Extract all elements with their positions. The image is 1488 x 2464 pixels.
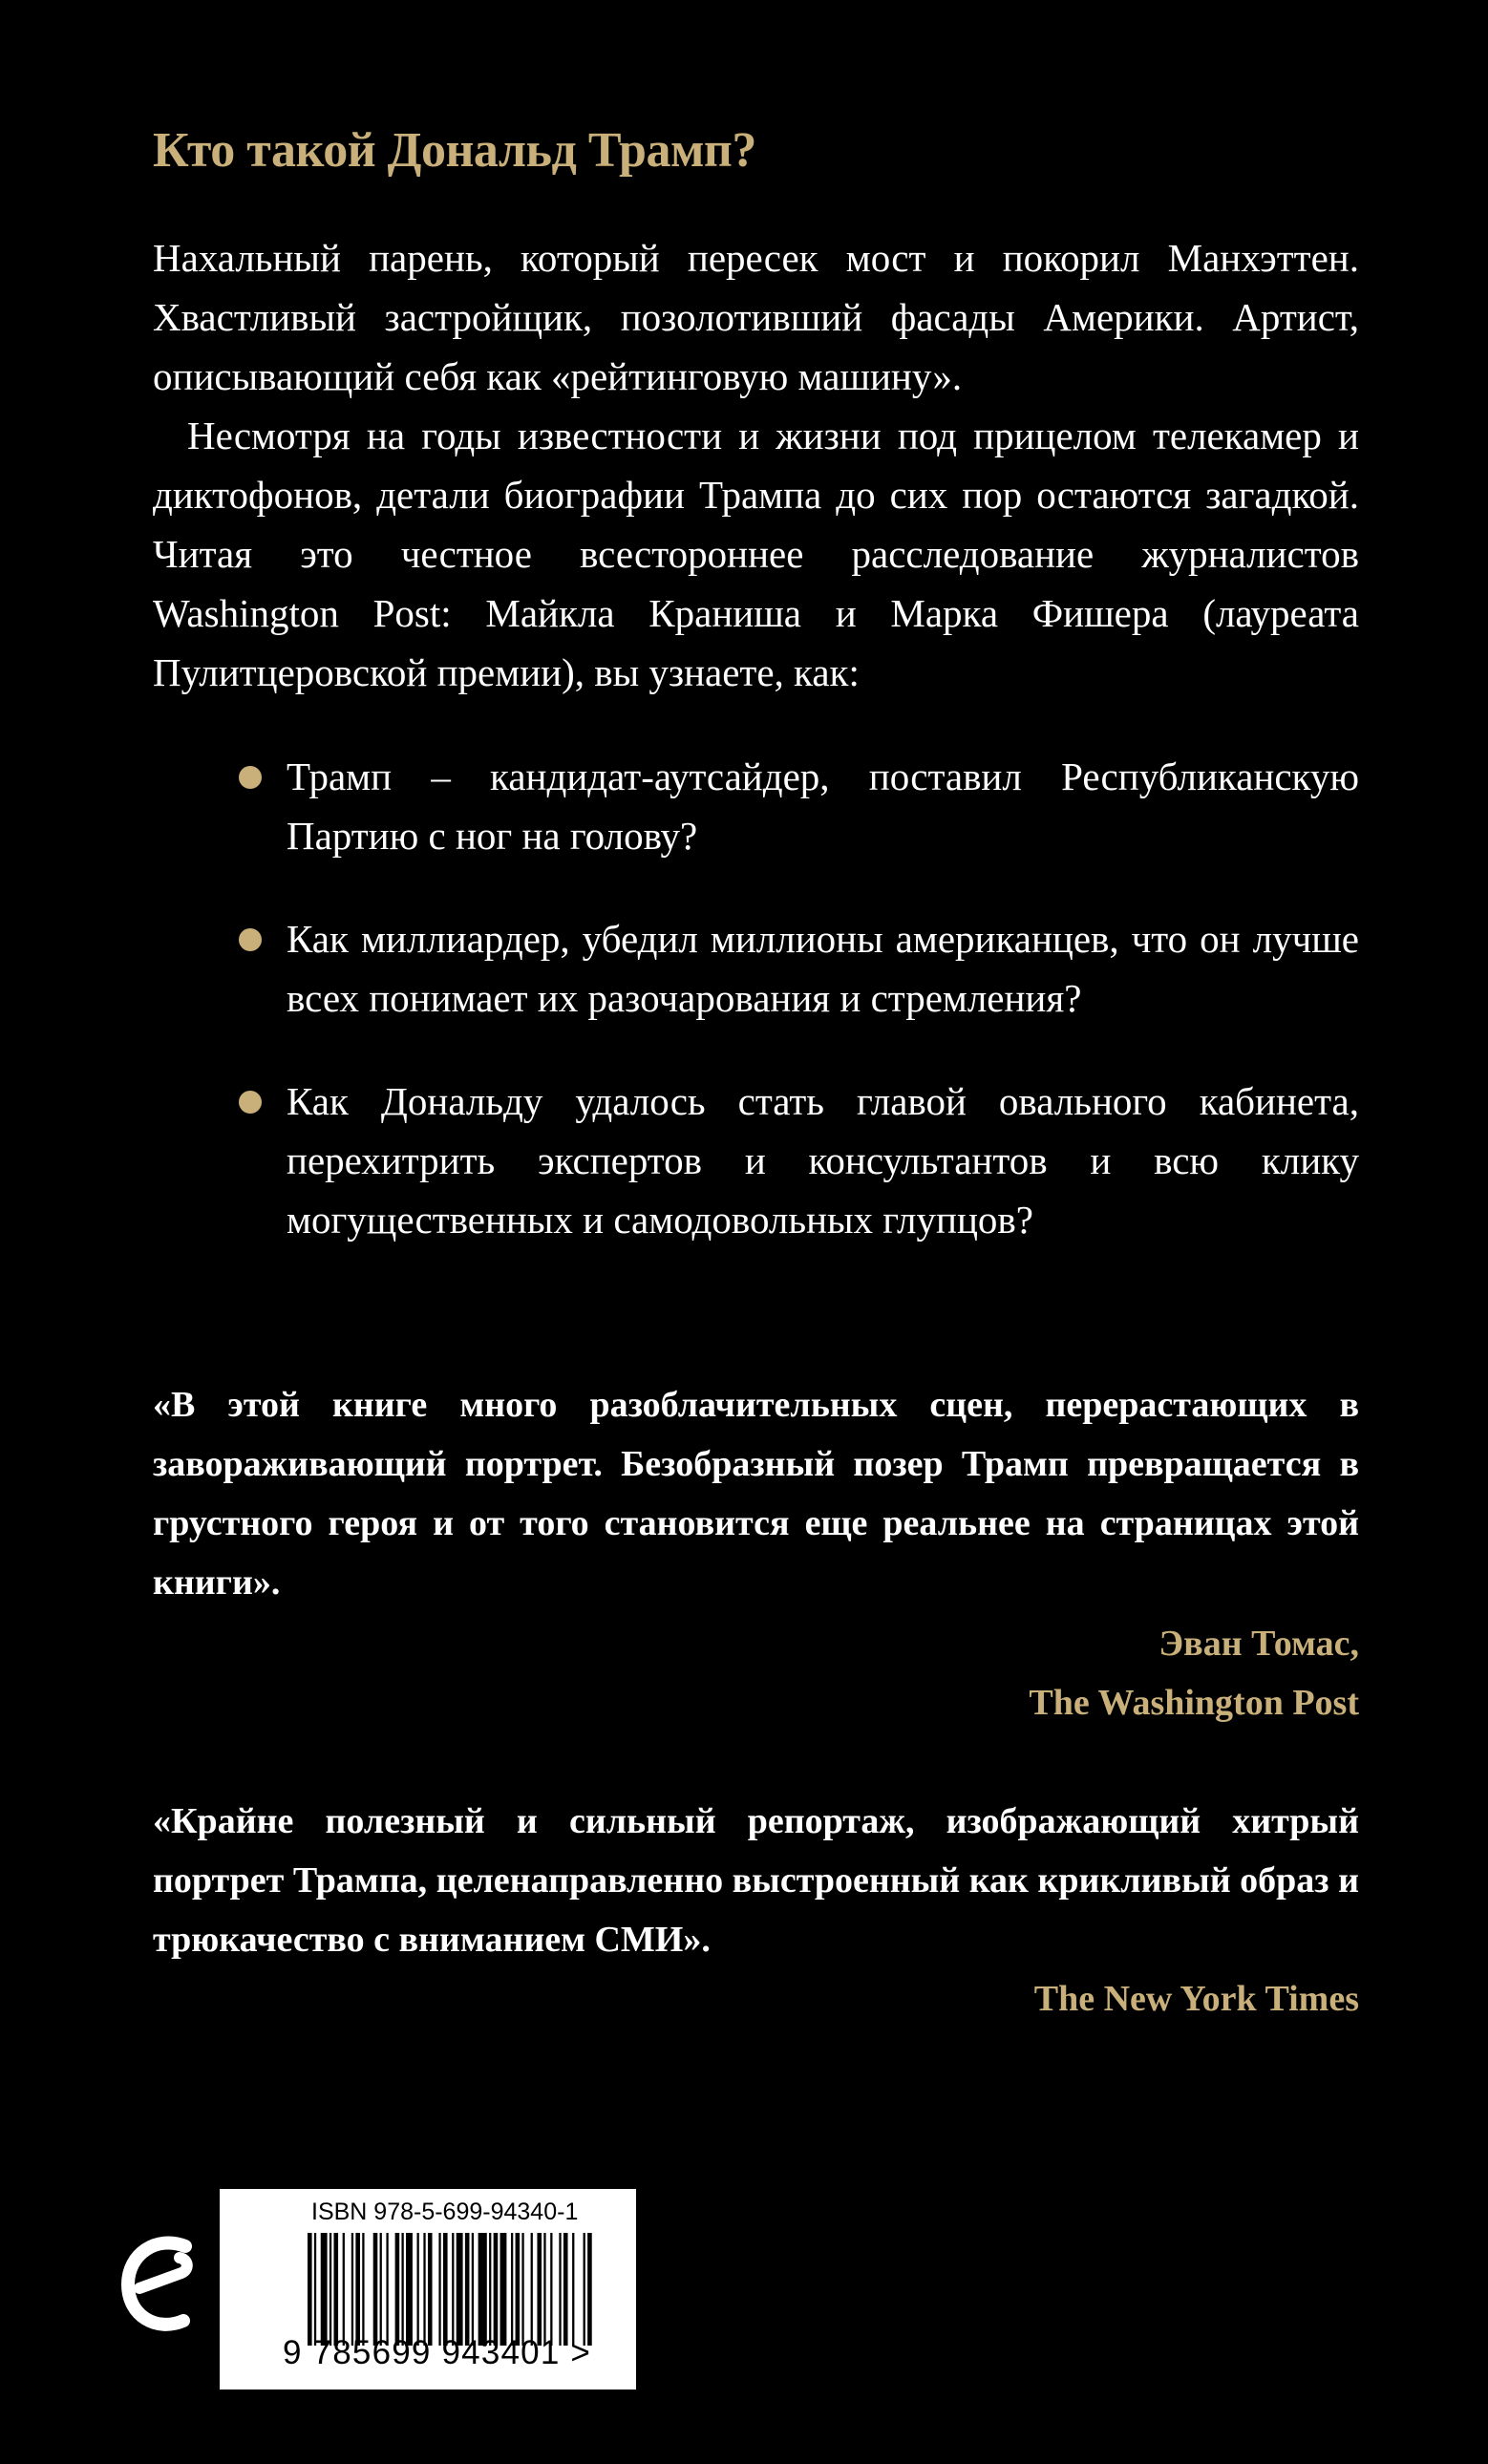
barcode-bar xyxy=(395,2233,400,2346)
barcode-bars xyxy=(308,2233,594,2346)
barcode-bar xyxy=(423,2233,425,2346)
barcode-bar xyxy=(380,2233,382,2346)
barcode-bar xyxy=(343,2233,345,2346)
list-item xyxy=(153,1072,1359,1249)
barcode-bar xyxy=(472,2233,474,2346)
isbn-label: ISBN 978-5-699-94340-1 xyxy=(311,2198,579,2225)
barcode-bar xyxy=(511,2233,513,2346)
bullet-text: Трамп – кандидат-аутсайдер, поставил Республиканскую Партию с ног на голову? xyxy=(287,754,1359,858)
list-item xyxy=(153,909,1359,1028)
barcode-bar xyxy=(321,2233,328,2346)
barcode-bar xyxy=(373,2233,378,2346)
barcode-bar xyxy=(329,2233,331,2346)
barcode-bar xyxy=(362,2233,364,2346)
barcode-bar xyxy=(401,2233,403,2346)
barcode-bar xyxy=(438,2233,440,2346)
heading: Кто такой Дональд Трамп? xyxy=(153,123,756,178)
bullet-dot-icon xyxy=(239,1091,262,1114)
barcode-bar xyxy=(457,2233,463,2346)
barcode-bar xyxy=(452,2233,454,2346)
bullet-list xyxy=(153,747,1359,1293)
barcode-digits: 9 785699 943401 > xyxy=(283,2334,592,2371)
barcode-bar xyxy=(559,2233,561,2346)
barcode-bar xyxy=(351,2233,353,2346)
barcode-bar xyxy=(572,2233,574,2346)
barcode-bar xyxy=(417,2233,419,2346)
barcode-bar xyxy=(587,2233,592,2346)
review-author-1: Эван Томас, xyxy=(1159,1624,1359,1664)
barcode-bar xyxy=(386,2233,388,2346)
barcode-bar xyxy=(550,2233,552,2346)
barcode-bar xyxy=(308,2233,312,2346)
barcode-bar xyxy=(355,2233,360,2346)
bullet-dot-icon xyxy=(239,928,262,951)
barcode-bar xyxy=(543,2233,545,2346)
description-paragraph: Несмотря на годы известности и жизни под прицелом телекамер и диктофонов, детали биографии Трампа до сих пор остаются загадкой. Читая это честное всестороннее расследование журналистов Washington Post: Майкла Краниша и Марка Фишера (лауреата Пулитцеровской премии), вы узнаете, как: xyxy=(153,414,1359,694)
barcode xyxy=(220,2189,636,2390)
eksmo-logo-icon xyxy=(118,2225,201,2349)
barcode-bar xyxy=(428,2233,433,2346)
barcode-bar xyxy=(489,2233,491,2346)
barcode-bar xyxy=(478,2233,487,2346)
review-source-2: The New York Times xyxy=(1033,1979,1359,2019)
barcode-bar xyxy=(516,2233,521,2346)
review-source-1: The Washington Post xyxy=(1029,1683,1359,1723)
intro-paragraph: Нахальный парень, который пересек мост и покорил Манхэттен. Хвастливый застройщик, позолотивший фасады Америки. Артист, описывающий себя как «рейтинговую машину». xyxy=(153,236,1359,398)
barcode-bar xyxy=(500,2233,507,2346)
bullet-text: Как Дональду удалось стать главой овального кабинета, перехитрить экспертов и консультантов и всю клику могущественных и самодовольных глупцов? xyxy=(287,1079,1359,1242)
barcode-bar xyxy=(465,2233,470,2346)
list-item xyxy=(153,747,1359,865)
barcode-bar xyxy=(521,2233,523,2346)
barcode-bar xyxy=(443,2233,448,2346)
barcode-bar xyxy=(494,2233,499,2346)
bullet-text: Как миллиардер, убедил миллионы американцев, что он лучше всех понимает их разочарования и стремления? xyxy=(287,917,1359,1020)
review-quote-2: «Крайне полезный и сильный репортаж, изображающий хитрый портрет Трампа, целенаправленно выстроенный как крикливый образ и трюкачество с вниманием СМИ». xyxy=(153,1801,1359,1960)
barcode-bar xyxy=(333,2233,338,2346)
barcode-bar xyxy=(584,2233,585,2346)
barcode-bar xyxy=(406,2233,413,2346)
barcode-bar xyxy=(531,2233,533,2346)
barcode-bar xyxy=(537,2233,542,2346)
barcode-bar xyxy=(314,2233,316,2346)
barcode-bar xyxy=(563,2233,568,2346)
review-quote-1: «В этой книге много разоблачительных сцен, перерастающих в завораживающий портрет. Безобразный позер Трамп превращается в грустного героя и от того становится еще реальнее на страницах этой книги». xyxy=(153,1385,1359,1603)
bullet-dot-icon xyxy=(239,766,262,789)
